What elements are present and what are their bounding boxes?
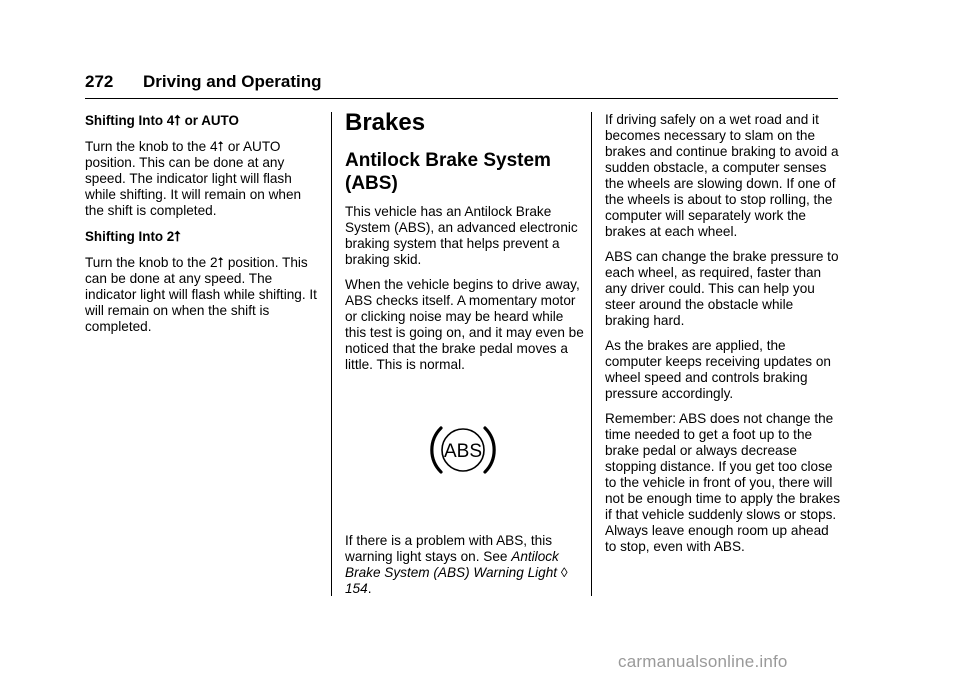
arrow-up-icon: ⭡ bbox=[217, 138, 225, 154]
watermark: carmanualsonline.info bbox=[618, 652, 788, 671]
paragraph: Remember: ABS does not change the time needed to get a foot up to the brake pedal or always decrease stopping distance. If you get too close to the vehicle in front of you, there will not be enough time to apply the brakes if that vehicle suddenly slows or stops. Always leave enough room up ahead to stop, even with ABS. bbox=[605, 411, 841, 554]
reference-page[interactable]: 154 bbox=[345, 581, 368, 596]
section-title: Driving and Operating bbox=[143, 72, 322, 91]
cross-reference-link[interactable]: Antilock Brake System (ABS) Warning Light bbox=[345, 549, 559, 580]
reference-symbol: ◊ bbox=[560, 565, 568, 580]
column-3 bbox=[605, 112, 841, 564]
heading-abs: Antilock Brake System (ABS) bbox=[345, 150, 551, 194]
paragraph: If there is a problem with ABS, this warning light stays on. See Antilock Brake System (ABS) Warning Light ◊ 154. bbox=[345, 533, 568, 596]
heading-brakes: Brakes bbox=[345, 109, 426, 136]
column-divider bbox=[591, 112, 592, 596]
abs-icon-text: ABS bbox=[443, 441, 483, 462]
arrow-up-icon: ⭡ bbox=[174, 112, 181, 128]
page-header bbox=[85, 72, 838, 99]
paragraph: Turn the knob to the 2⭡ position. This can be done at any speed. The indicator light will flash while shifting. It will remain on when the shift is completed. bbox=[85, 254, 317, 334]
paragraph: If driving safely on a wet road and it becomes necessary to slam on the brakes and continue braking to avoid a sudden obstacle, a computer senses the wheels are slowing down. If one of the wheels is about to stop rolling, the computer will separately work the brakes at each wheel. bbox=[605, 112, 839, 239]
arrow-up-icon: ⭡ bbox=[217, 254, 225, 270]
arrow-up-icon: ⭡ bbox=[174, 228, 181, 244]
paragraph: Turn the knob to the 4⭡ or AUTO position. This can be done at any speed. The indicator light will flash while shifting. It will remain on when the shift is completed. bbox=[85, 138, 302, 218]
paragraph: ABS can change the brake pressure to each wheel, as required, faster than any driver could. This can help you steer around the obstacle while braking hard. bbox=[605, 249, 839, 328]
paragraph: When the vehicle begins to drive away, ABS checks itself. A momentary motor or clicking noise may be heard while this test is going on, and it may even be noticed that the brake pedal moves a little. This is normal. bbox=[345, 277, 584, 372]
paragraph: This vehicle has an Antilock Brake System (ABS), an advanced electronic braking system that helps prevent a braking skid. bbox=[345, 204, 578, 267]
abs-warning-icon bbox=[428, 419, 498, 481]
column-divider bbox=[331, 112, 332, 596]
paragraph: As the brakes are applied, the computer keeps receiving updates on wheel speed and controls braking pressure accordingly. bbox=[605, 338, 831, 401]
subheading-shift-4: Shifting Into 4⭡ or AUTO bbox=[85, 112, 239, 128]
abs-warning-icon-wrap bbox=[345, 419, 585, 503]
subheading-shift-2: Shifting Into 2⭡ bbox=[85, 228, 181, 244]
column-2 bbox=[345, 109, 585, 606]
column-1 bbox=[85, 112, 322, 344]
page-number: 272 bbox=[85, 72, 114, 91]
